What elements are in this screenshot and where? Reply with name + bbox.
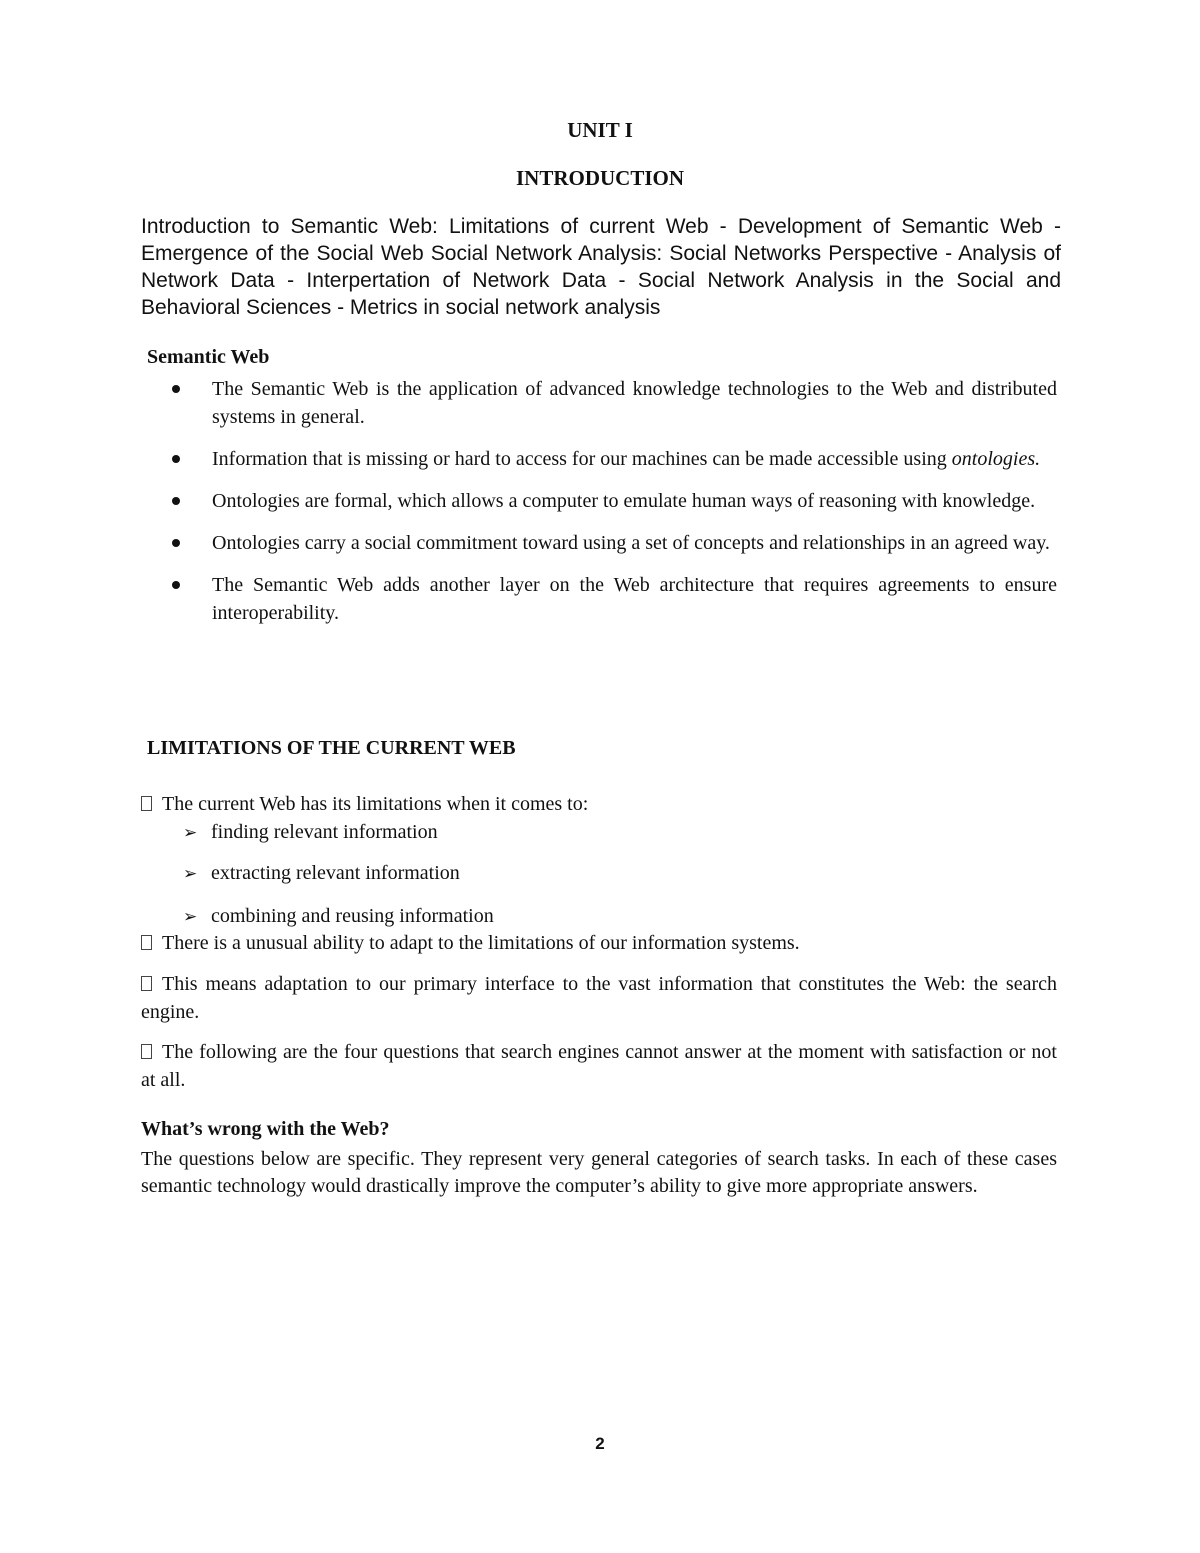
- limitations-intro: [141, 790, 1057, 818]
- limitations-point-text: The following are the four questions that search engines cannot answer at the moment with satisfaction or not at all.: [141, 1041, 1057, 1091]
- bullet-icon: [172, 539, 180, 547]
- list-item-text: The Semantic Web adds another layer on the Web architecture that requires agreements to ensure interoperability.: [212, 574, 1057, 624]
- page-number: 2: [595, 1434, 605, 1453]
- whats-wrong-heading: What’s wrong with the Web?: [141, 1118, 390, 1140]
- arrow-right-icon: ➢: [183, 823, 198, 842]
- bullet-icon: [172, 497, 180, 505]
- limitations-point-text: There is a unusual ability to adapt to the limitations of our information systems.: [162, 932, 800, 954]
- limitations-point-text: This means adaptation to our primary interface to the vast information that constitutes the Web: the search engine.: [141, 973, 1057, 1023]
- semantic-web-bullet-list: [172, 375, 1057, 627]
- limitations-point: [141, 1038, 1057, 1094]
- list-item: [172, 571, 1057, 627]
- list-item-text: finding relevant information: [211, 821, 438, 843]
- syllabus-paragraph: Introduction to Semantic Web: Limitations of current Web - Development of Semantic Web - Emergence of the Social Web Social Network Analysis: Social Networks Perspective - Analysis of Network Data - Interpertation of Network Data - Social Network Analysis in the Social and Behavioral Sciences - Metrics in social network analysis: [141, 215, 1061, 319]
- whats-wrong-paragraph: The questions below are specific. They represent very general categories of search tasks. In each of these cases semantic technology would drastically improve the computer’s ability to give more appropriate answers.: [141, 1148, 1057, 1197]
- list-item-text: combining and reusing information: [211, 905, 494, 927]
- list-item: [172, 375, 1057, 431]
- missing-glyph-icon: [141, 935, 152, 950]
- list-item: [172, 529, 1057, 557]
- missing-glyph-icon: [141, 1044, 152, 1059]
- bullet-icon: [172, 455, 180, 463]
- limitations-point: [141, 929, 1057, 957]
- list-item: [183, 818, 438, 847]
- list-item-text: extracting relevant information: [211, 862, 460, 884]
- list-item: [172, 487, 1057, 515]
- limitations-heading: LIMITATIONS OF THE CURRENT WEB: [147, 737, 516, 759]
- page-title: INTRODUCTION: [515, 166, 685, 190]
- list-item: [183, 859, 460, 888]
- missing-glyph-icon: [141, 976, 152, 991]
- list-item-text: The Semantic Web is the application of advanced knowledge technologies to the Web and distributed systems in general.: [212, 378, 1057, 428]
- list-item-text: Ontologies are formal, which allows a computer to emulate human ways of reasoning with knowledge.: [212, 490, 1036, 512]
- semantic-web-heading: Semantic Web: [147, 346, 270, 368]
- list-item: [183, 902, 494, 931]
- bullet-icon: [172, 581, 180, 589]
- limitations-point: [141, 970, 1057, 1026]
- arrow-right-icon: ➢: [183, 864, 198, 883]
- list-item: [172, 445, 1057, 473]
- list-item-text: Information that is missing or hard to access for our machines can be made accessible using: [212, 448, 952, 470]
- list-item-text: Ontologies carry a social commitment toward using a set of concepts and relationships in an agreed way.: [212, 532, 1050, 554]
- bullet-icon: [172, 385, 180, 393]
- unit-title: UNIT I: [567, 118, 633, 142]
- list-item-emphasis: ontologies.: [951, 448, 1041, 470]
- limitations-intro-text: The current Web has its limitations when it comes to:: [162, 793, 589, 815]
- arrow-right-icon: ➢: [183, 907, 198, 926]
- missing-glyph-icon: [141, 796, 152, 811]
